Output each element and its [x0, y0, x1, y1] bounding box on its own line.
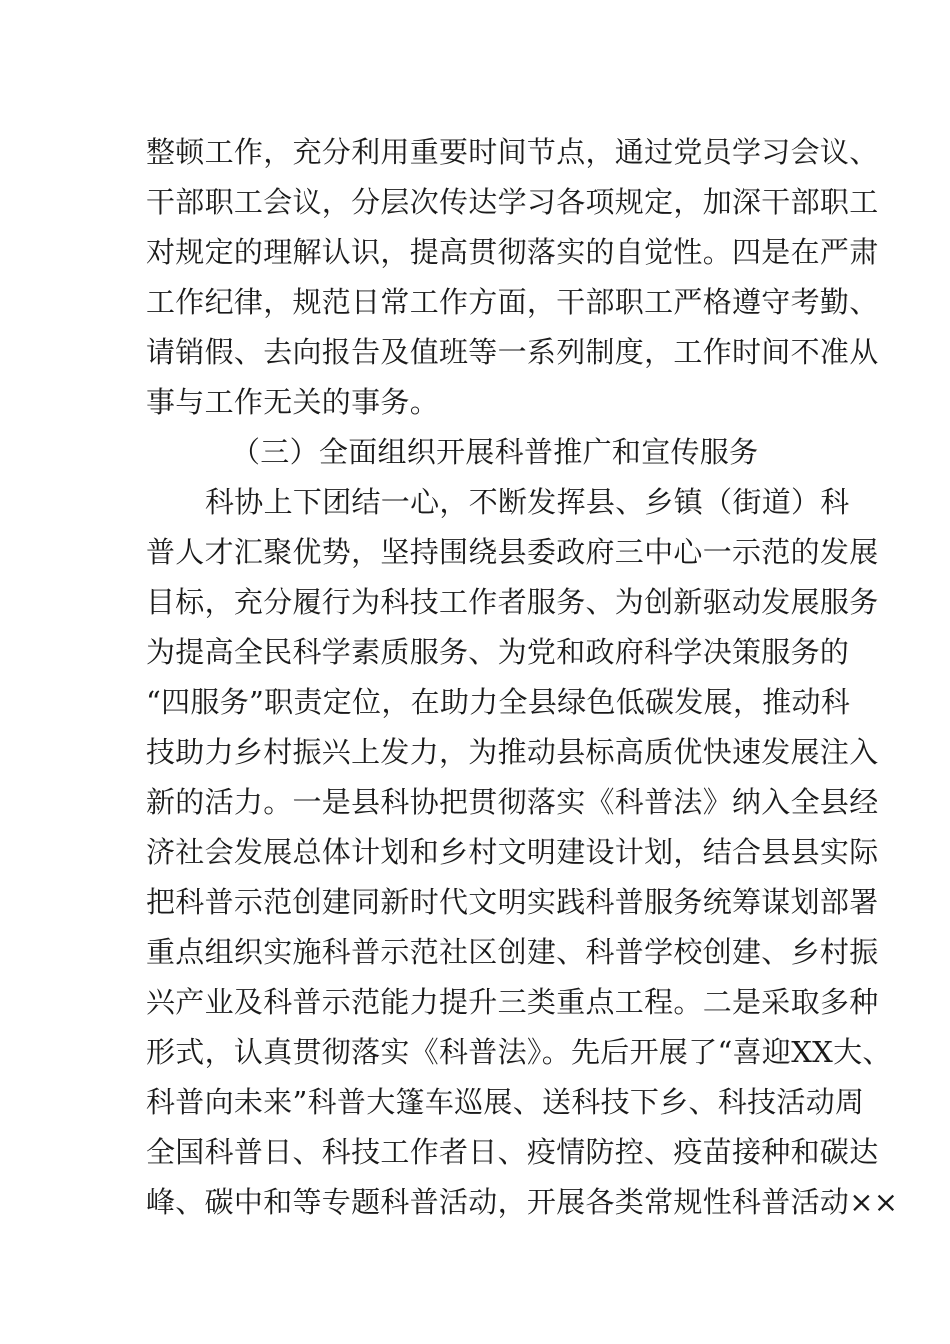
text-line: 事与工作无关的事务。	[146, 385, 440, 419]
text-line: 把科普示范创建同新时代文明实践科普服务统筹谋划部署	[146, 885, 879, 919]
text-line: 对规定的理解认识，提高贯彻落实的自觉性。四是在严肃	[146, 235, 879, 269]
text-line: 请销假、去向报告及值班等一系列制度，工作时间不准从	[146, 335, 879, 369]
text-line: 兴产业及科普示范能力提升三类重点工程。二是采取多种	[146, 985, 879, 1019]
text-line: 形式，认真贯彻落实《科普法》。先后开展了“喜迎XX大、	[146, 1035, 892, 1069]
text-line: 目标，充分履行为科技工作者服务、为创新驱动发展服务	[146, 585, 879, 619]
paragraph-first-line: 科协上下团结一心，不断发挥县、乡镇（街道）科	[205, 485, 850, 519]
text-line: 为提高全民科学素质服务、为党和政府科学决策服务的	[146, 635, 850, 669]
text-line: 重点组织实施科普示范社区创建、科普学校创建、乡村振	[146, 935, 879, 969]
text-line: 工作纪律，规范日常工作方面，干部职工严格遵守考勤、	[146, 285, 879, 319]
text-line: 全国科普日、科技工作者日、疫情防控、疫苗接种和碳达	[146, 1135, 879, 1169]
text-line: 干部职工会议，分层次传达学习各项规定，加深干部职工	[146, 185, 879, 219]
text-line: 新的活力。一是县科协把贯彻落实《科普法》纳入全县经	[146, 785, 879, 819]
text-line: “四服务”职责定位，在助力全县绿色低碳发展，推动科	[146, 685, 851, 719]
text-line: 普人才汇聚优势，坚持围绕县委政府三中心一示范的发展	[146, 535, 879, 569]
section-heading: （三）全面组织开展科普推广和宣传服务	[231, 435, 759, 469]
text-line: 技助力乡村振兴上发力，为推动县标高质优快速发展注入	[146, 735, 879, 769]
text-line: 济社会发展总体计划和乡村文明建设计划，结合县县实际	[146, 835, 879, 869]
text-line: 峰、碳中和等专题科普活动，开展各类常规性科普活动××	[146, 1185, 899, 1219]
text-line: 科普向未来”科普大篷车巡展、送科技下乡、科技活动周	[146, 1085, 865, 1119]
text-line: 整顿工作，充分利用重要时间节点，通过党员学习会议、	[146, 135, 879, 169]
